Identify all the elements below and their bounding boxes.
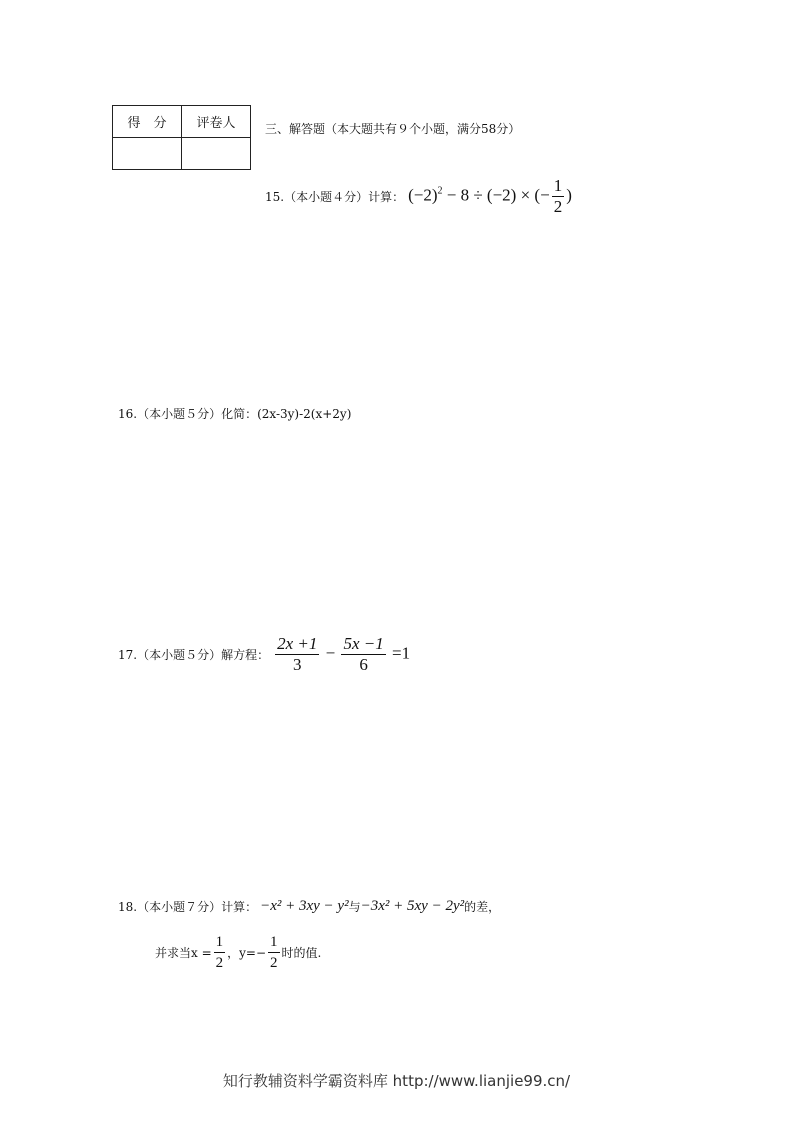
score-cell[interactable] — [113, 138, 182, 170]
q17-prefix: 17.（本小题５分）解方程： — [118, 647, 270, 662]
q15-fraction — [552, 176, 565, 217]
q18-x-den: 2 — [215, 954, 224, 971]
footer-watermark: 知行教辅资料学霸资料库 http://www.lianjie99.cn/ — [222, 1072, 571, 1090]
question-17 — [118, 632, 410, 676]
q15-frac-num: 1 — [553, 175, 563, 195]
reviewer-cell[interactable] — [182, 138, 251, 170]
q18-connector: 与 — [348, 900, 361, 914]
q18-line2-b: ，y=− — [227, 945, 267, 960]
question-15 — [265, 174, 572, 218]
q18-line2-a: 并求当x = — [155, 945, 212, 960]
reviewer-header: 评卷人 — [182, 106, 251, 138]
q18-x-fraction — [214, 932, 226, 973]
q15-exponent: 2 — [437, 184, 443, 196]
q17-frac1-den: 3 — [292, 654, 302, 674]
q17-minus: − — [325, 642, 336, 662]
question-18-condition — [155, 930, 321, 974]
q17-fraction-2 — [341, 634, 385, 675]
score-header: 得 分 — [113, 106, 182, 138]
score-table — [112, 105, 251, 170]
question-16: 16.（本小题５分）化简：(2x-3y)-2(x+2y) — [118, 407, 352, 421]
q18-expr-1: −x² + 3xy − y² — [260, 898, 349, 914]
q18-x-num: 1 — [214, 932, 226, 953]
q17-frac2-num: 5x −1 — [343, 633, 384, 653]
q17-frac1-num: 2x +1 — [277, 633, 318, 653]
q15-prefix: 15.（本小题４分）计算： — [265, 189, 405, 204]
q18-y-den: 2 — [270, 954, 278, 971]
q15-expression — [408, 176, 572, 217]
q17-equation — [273, 634, 410, 675]
q15-frac-den: 2 — [553, 196, 563, 216]
q17-fraction-1 — [275, 634, 319, 675]
q18-expr-2: −3x² + 5xy − 2y² — [360, 898, 465, 914]
q15-base: (−2) — [408, 184, 438, 204]
q18-y-num: 1 — [268, 932, 280, 953]
question-18 — [118, 898, 500, 915]
section-title: 三、解答题（本大题共有９个小题，满分58分） — [265, 122, 521, 136]
q15-mid: − 8 ÷ (−2) × (− — [446, 184, 550, 204]
q17-rhs: =1 — [392, 642, 411, 662]
q15-close: ) — [566, 184, 572, 204]
q18-suffix: 的差， — [464, 900, 501, 914]
q18-y-fraction — [268, 932, 280, 973]
q17-frac2-den: 6 — [359, 654, 368, 674]
q18-prefix: 18.（本小题７分）计算： — [118, 900, 258, 914]
q18-line2-c: 时的值. — [281, 945, 322, 960]
